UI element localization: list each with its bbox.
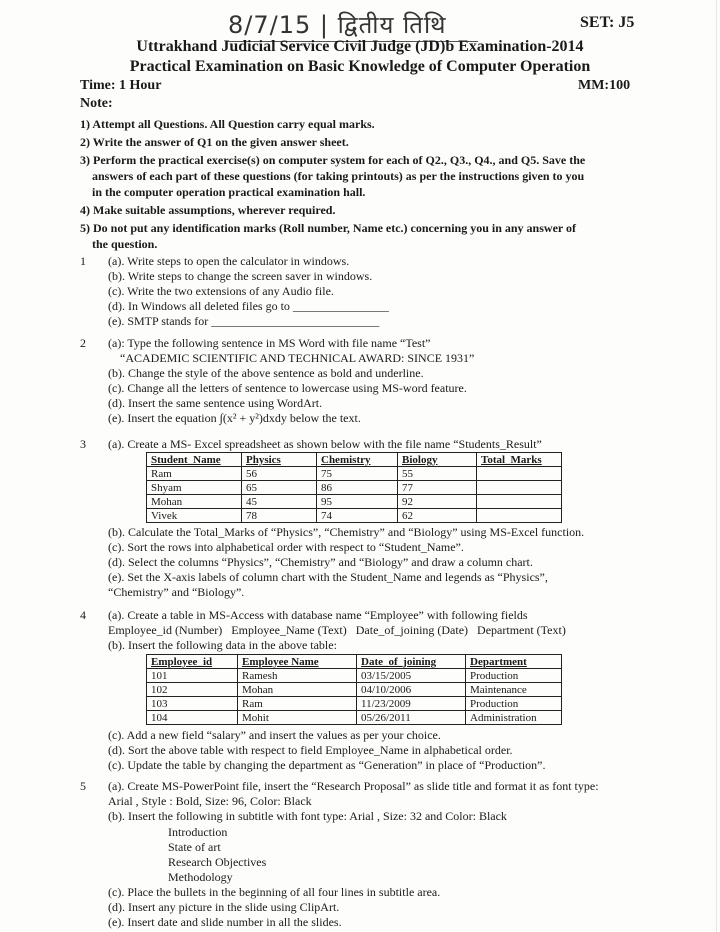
- q3-part-d: (d). Select the columns “Physics”, “Chemistry” and “Biology” and draw a column chart.: [108, 555, 533, 569]
- q4-part-c: (c). Add a new field “salary” and insert the values as per your choice.: [108, 728, 441, 742]
- note-2: 2) Write the answer of Q1 on the given answer sheet.: [80, 135, 349, 149]
- list-item: State of art: [168, 840, 221, 854]
- cell: 55: [398, 467, 477, 481]
- q4-part-d: (d). Sort the above table with respect to field Employee_Name in alphabetical order.: [108, 743, 513, 757]
- q5-number: 5: [80, 779, 86, 793]
- note-3: 3) Perform the practical exercise(s) on computer system for each of Q2., Q3., Q4., and Q5. Save the: [80, 153, 586, 167]
- list-item: Introduction: [168, 825, 228, 839]
- q2-parts: [108, 336, 474, 426]
- cell: [477, 467, 562, 481]
- exam-title: Uttrakhand Judicial Service Civil Judge (JD)b Examination-2014: [136, 38, 584, 55]
- q1-parts: [108, 254, 389, 329]
- cell: 103: [147, 697, 238, 711]
- cell: 74: [317, 509, 398, 523]
- max-marks: MM:100: [578, 78, 631, 93]
- col-employee-name: Employee Name: [238, 655, 357, 669]
- q1-number: 1: [80, 254, 86, 268]
- col-department: Department: [466, 655, 562, 669]
- q3-part-b: (b). Calculate the Total_Marks of “Physics”, “Chemistry” and “Biology” using MS-Excel function.: [108, 525, 585, 539]
- cell: Ram: [147, 467, 242, 481]
- cell: 05/26/2011: [357, 711, 466, 725]
- note-3-cont2: in the computer operation practical examination hall.: [92, 185, 366, 199]
- q4-part-c2: (c). Update the table by changing the department as “Generation” in place of “Production”.: [108, 758, 546, 772]
- q4-parts: [108, 728, 546, 773]
- cell: 86: [317, 481, 398, 495]
- q5-parts-top: [108, 779, 599, 824]
- cell: 102: [147, 683, 238, 697]
- student-results-table: [146, 452, 562, 523]
- cell: 104: [147, 711, 238, 725]
- cell: 04/10/2006: [357, 683, 466, 697]
- q5-part-c: (c). Place the bullets in the beginning of all four lines in subtitle area.: [108, 885, 441, 899]
- col-student-name: Student_Name: [147, 453, 242, 467]
- table-row: [147, 711, 562, 725]
- q1-part-d: (d). In Windows all deleted files go to ________________: [108, 299, 389, 313]
- note-4: 4) Make suitable assumptions, wherever required.: [80, 203, 336, 217]
- cell: 95: [317, 495, 398, 509]
- note-label: Note:: [80, 96, 113, 111]
- table-row: [147, 481, 562, 495]
- col-employee-id: Employee_id: [147, 655, 238, 669]
- table-row: [147, 467, 562, 481]
- q2-part-c: (c). Change all the letters of sentence to lowercase using MS-word feature.: [108, 381, 467, 395]
- cell: Mohan: [147, 495, 242, 509]
- q2-part-d: (d). Insert the same sentence using WordArt.: [108, 396, 323, 410]
- note-5: 5) Do not put any identification marks (Roll number, Name etc.) concerning you in any answer of: [80, 221, 577, 235]
- q4-number: 4: [80, 608, 86, 622]
- q3-part-e-cont: “Chemistry” and “Biology”.: [108, 585, 245, 599]
- cell: Ramesh: [238, 669, 357, 683]
- set-code: SET: J5: [580, 14, 635, 31]
- cell: Administration: [466, 711, 562, 725]
- q5-part-d: (d). Insert any picture in the slide using ClipArt.: [108, 900, 340, 914]
- cell: 77: [398, 481, 477, 495]
- cell: 03/15/2005: [357, 669, 466, 683]
- cell: [477, 481, 562, 495]
- list-item: Methodology: [168, 870, 233, 884]
- cell: 78: [242, 509, 317, 523]
- q5-part-e: (e). Insert date and slide number in all the slides.: [108, 915, 342, 929]
- q1-part-b: (b). Write steps to change the screen saver in windows.: [108, 269, 373, 283]
- cell: 45: [242, 495, 317, 509]
- right-margin-line: [716, 0, 717, 932]
- q5-parts-bottom: [108, 885, 440, 930]
- cell: Mohan: [238, 683, 357, 697]
- q1-part-e: (e). SMTP stands for ____________________________: [108, 314, 380, 328]
- cell: Ram: [238, 697, 357, 711]
- cell: Production: [466, 669, 562, 683]
- q2-part-b: (b). Change the style of the above sentence as bold and underline.: [108, 366, 424, 380]
- q3-parts: [108, 525, 584, 600]
- cell: 75: [317, 467, 398, 481]
- q2-sentence: “ACADEMIC SCIENTIFIC AND TECHNICAL AWARD: SINCE 1931”: [120, 351, 475, 365]
- cell: [477, 495, 562, 509]
- q1-part-c: (c). Write the two extensions of any Audio file.: [108, 284, 334, 298]
- time-label: Time: 1 Hour: [80, 78, 162, 93]
- note-1: 1) Attempt all Questions. All Question carry equal marks.: [80, 117, 375, 131]
- q4-fields: Employee_id (Number) Employee_Name (Text) Date_of_joining (Date) Department (Text): [108, 623, 566, 637]
- q5-part-a-cont: Arial , Style : Bold, Size: 96, Color: Black: [108, 794, 312, 808]
- table-row: [147, 509, 562, 523]
- cell: Vivek: [147, 509, 242, 523]
- q1-part-a: (a). Write steps to open the calculator in windows.: [108, 254, 350, 268]
- cell: 92: [398, 495, 477, 509]
- q2-part-a: (a): Type the following sentence in MS Word with file name “Test”: [108, 336, 431, 350]
- table-row: [147, 669, 562, 683]
- col-chemistry: Chemistry: [317, 453, 398, 467]
- cell: Mohit: [238, 711, 357, 725]
- cell: 56: [242, 467, 317, 481]
- table-row: [147, 697, 562, 711]
- note-5-cont: the question.: [92, 237, 158, 251]
- col-physics: Physics: [242, 453, 317, 467]
- cell: Shyam: [147, 481, 242, 495]
- handwritten-date: 8/7/15 | द्वितीय तिथि: [228, 8, 478, 42]
- q5-subtitle-list: [168, 825, 266, 885]
- q4-part-b: (b). Insert the following data in the above table:: [108, 638, 337, 652]
- q3-part-c: (c). Sort the rows into alphabetical order with respect to “Student_Name”.: [108, 540, 464, 554]
- q5-part-b: (b). Insert the following in subtitle with font type: Arial , Size: 32 and Color: Black: [108, 809, 507, 823]
- q3-intro: (a). Create a MS- Excel spreadsheet as shown below with the file name “Students_Result”: [108, 437, 542, 451]
- cell: 62: [398, 509, 477, 523]
- col-total-marks: Total_Marks: [477, 453, 562, 467]
- note-3-cont1: answers of each part of these questions (for taking printouts) as per the instructions given to you: [92, 169, 585, 183]
- q4-intro: [108, 608, 566, 653]
- cell: 101: [147, 669, 238, 683]
- cell: Maintenance: [466, 683, 562, 697]
- list-item: Research Objectives: [168, 855, 267, 869]
- q3-number: 3: [80, 437, 86, 451]
- q2-number: 2: [80, 336, 86, 350]
- cell: 11/23/2009: [357, 697, 466, 711]
- q3-part-e: (e). Set the X-axis labels of column chart with the Student_Name and legends as “Physics”,: [108, 570, 548, 584]
- table-row: [147, 683, 562, 697]
- q5-part-a: (a). Create MS-PowerPoint file, insert the “Research Proposal” as slide title and format it as font type:: [108, 779, 599, 793]
- employee-table: [146, 654, 562, 725]
- exam-subtitle: Practical Examination on Basic Knowledge of Computer Operation: [129, 58, 591, 75]
- table-row: [147, 495, 562, 509]
- q4-part-a: (a). Create a table in MS-Access with database name “Employee” with following fields: [108, 608, 528, 622]
- cell: 65: [242, 481, 317, 495]
- cell: Production: [466, 697, 562, 711]
- col-biology: Biology: [398, 453, 477, 467]
- q2-part-e: (e). Insert the equation ∫(x² + y²)dxdy below the text.: [108, 411, 361, 425]
- col-date-of-joining: Date_of_joining: [357, 655, 466, 669]
- cell: [477, 509, 562, 523]
